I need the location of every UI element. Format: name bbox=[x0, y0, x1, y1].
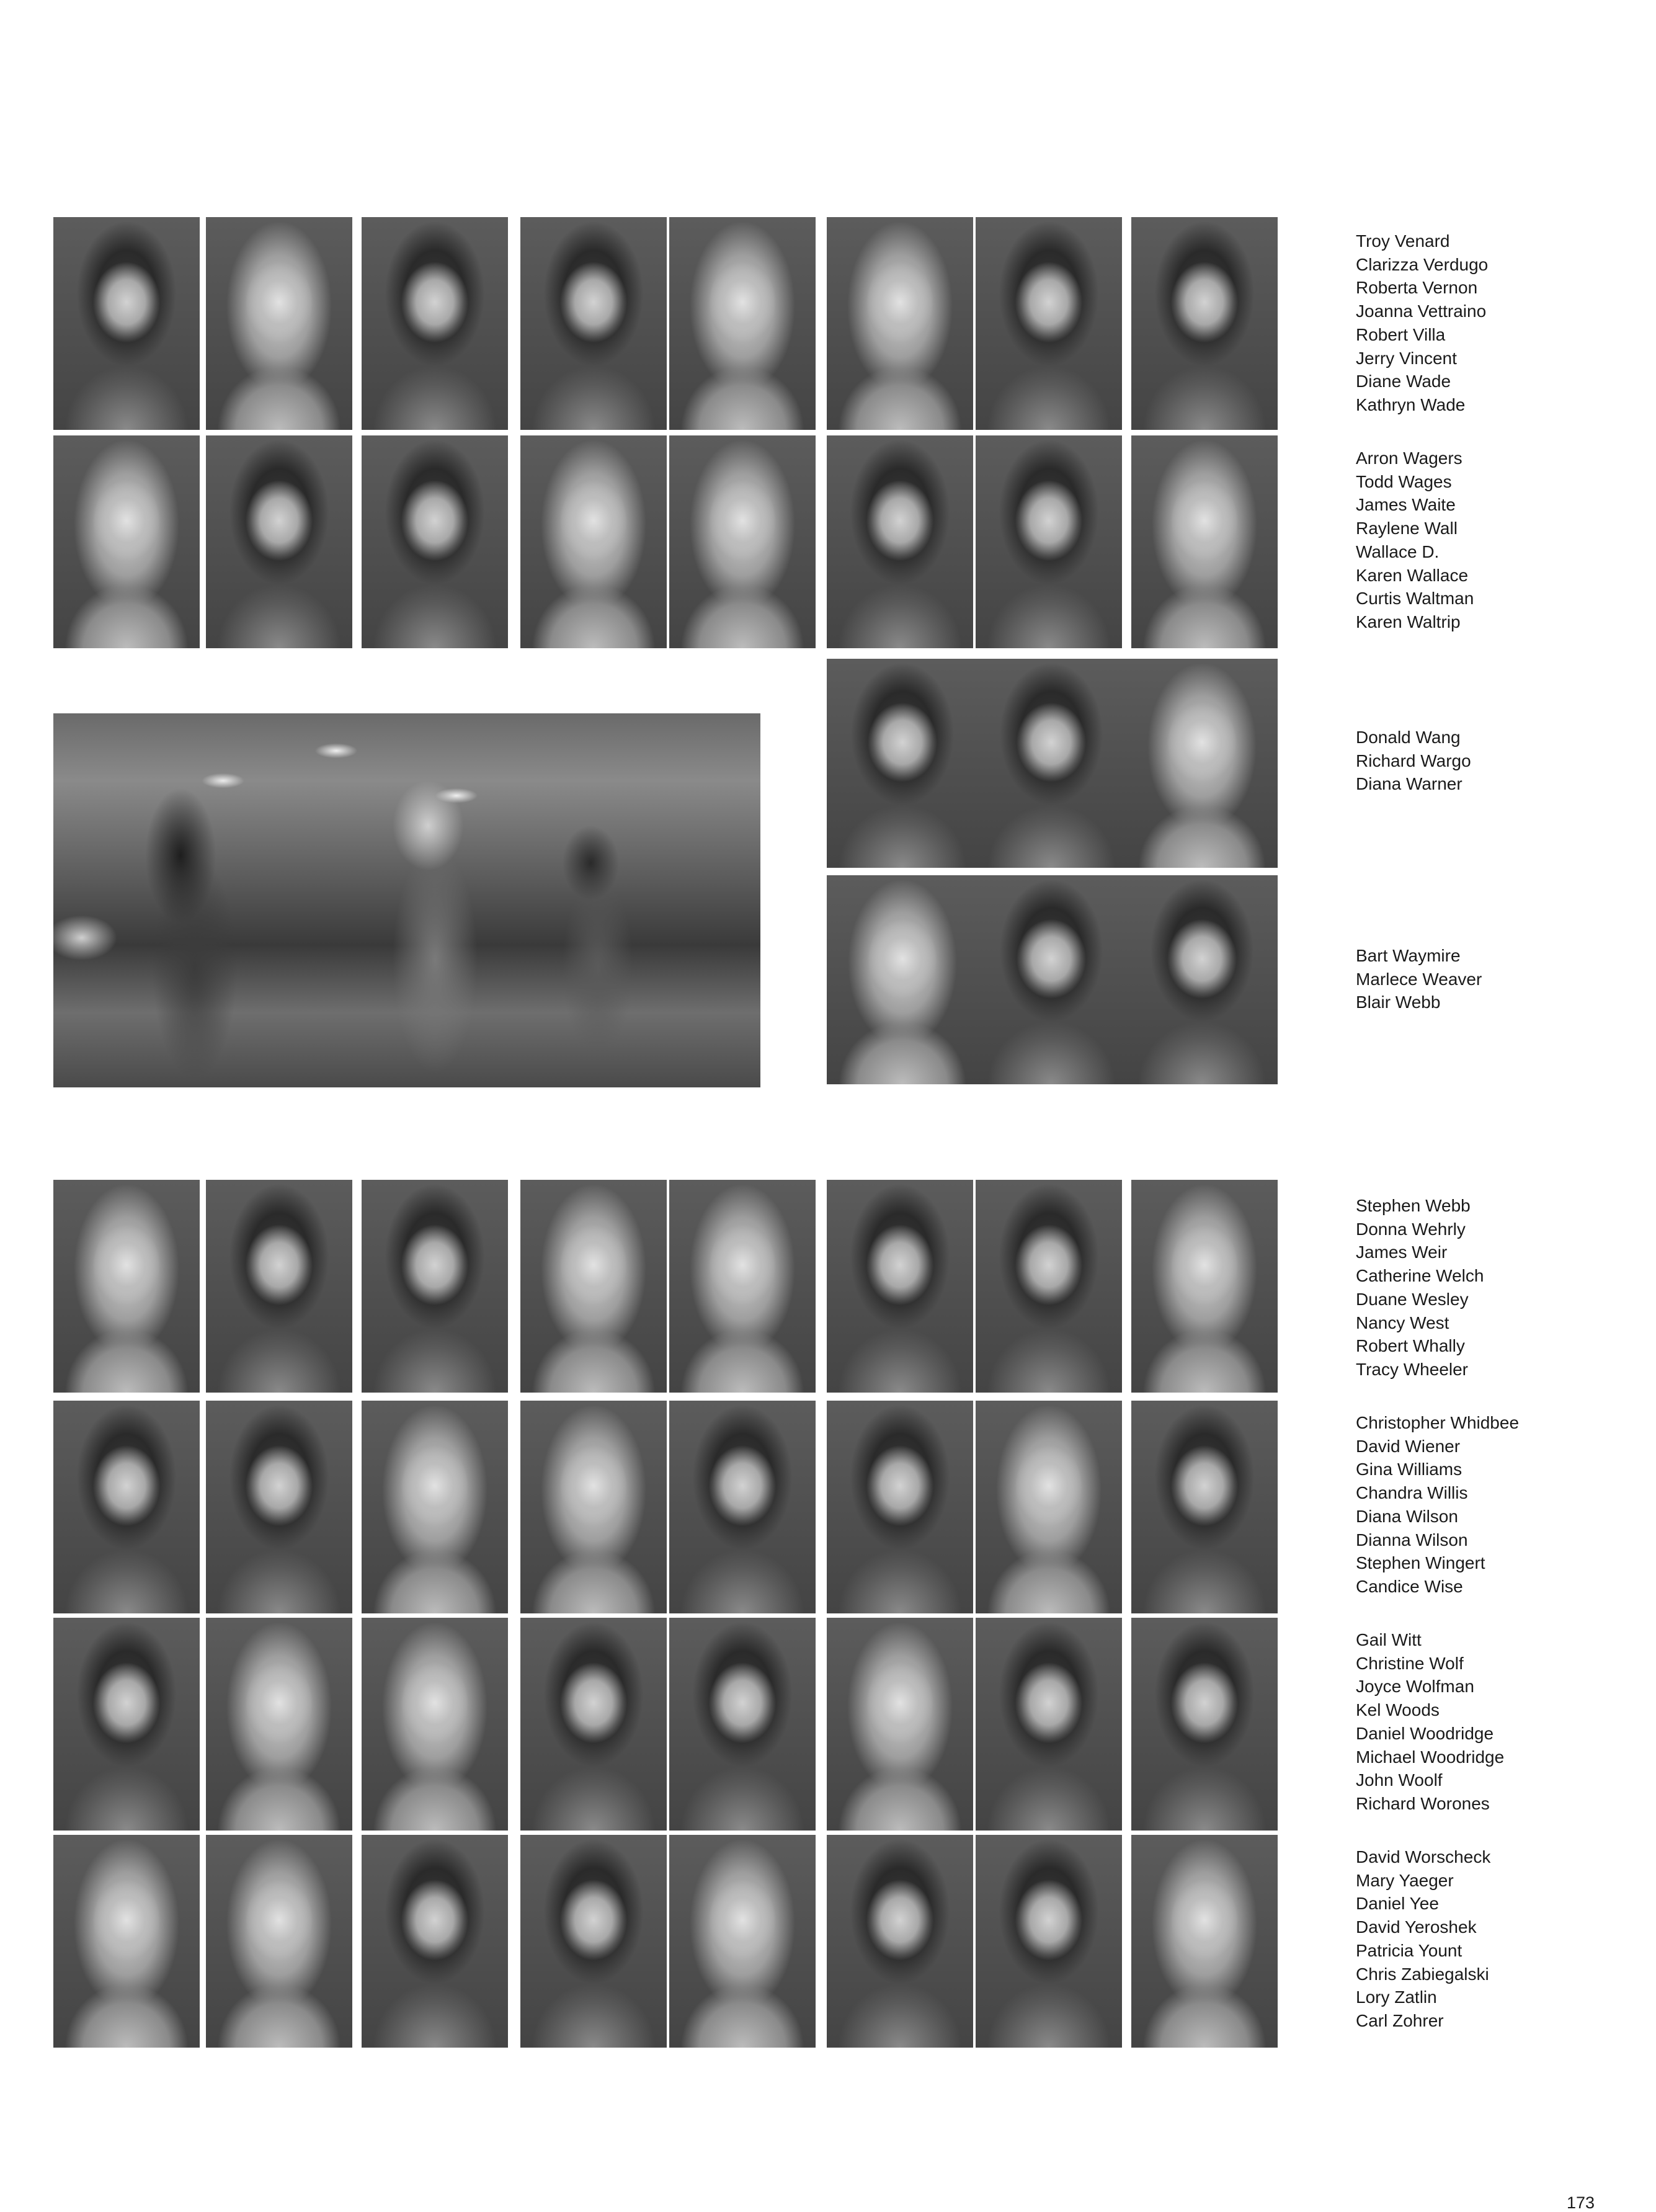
student-portrait bbox=[1126, 659, 1278, 868]
student-name: Michael Woodridge bbox=[1356, 1747, 1505, 1767]
student-portrait bbox=[827, 217, 973, 430]
name-list-4 bbox=[1356, 944, 1482, 1014]
student-name: Duane Wesley bbox=[1356, 1289, 1469, 1309]
name-list-5 bbox=[1356, 1194, 1484, 1381]
student-name: Stephen Webb bbox=[1356, 1196, 1471, 1215]
student-portrait bbox=[669, 1835, 816, 2048]
student-portrait bbox=[362, 1180, 508, 1393]
student-name: Karen Wallace bbox=[1356, 565, 1469, 585]
student-portrait bbox=[976, 435, 1122, 648]
student-name: Carl Zohrer bbox=[1356, 2010, 1444, 2030]
student-portrait bbox=[976, 1401, 1122, 1613]
student-portrait bbox=[669, 1618, 816, 1831]
student-name: David Wiener bbox=[1356, 1436, 1461, 1456]
student-portrait bbox=[206, 435, 352, 648]
student-portrait bbox=[976, 1180, 1122, 1393]
student-name: Candice Wise bbox=[1356, 1576, 1463, 1596]
student-name: Joyce Wolfman bbox=[1356, 1677, 1474, 1697]
student-portrait bbox=[976, 875, 1127, 1084]
student-portrait bbox=[827, 1618, 973, 1831]
student-name: Chandra Willis bbox=[1356, 1483, 1468, 1503]
student-name: Catherine Welch bbox=[1356, 1266, 1484, 1286]
student-portrait bbox=[1131, 1401, 1278, 1613]
student-portrait bbox=[1131, 1835, 1278, 2048]
student-portrait bbox=[976, 217, 1122, 430]
student-name: Christine Wolf bbox=[1356, 1653, 1464, 1673]
student-name: Robert Whally bbox=[1356, 1336, 1465, 1356]
student-portrait bbox=[362, 1401, 508, 1613]
student-portrait bbox=[53, 435, 200, 648]
name-list-7 bbox=[1356, 1628, 1504, 1816]
student-name: Daniel Yee bbox=[1356, 1894, 1439, 1914]
student-name: Nancy West bbox=[1356, 1313, 1449, 1332]
student-portrait bbox=[976, 1618, 1122, 1831]
name-list-1 bbox=[1356, 230, 1488, 417]
student-portrait bbox=[53, 1401, 200, 1613]
student-name: Wallace D. bbox=[1356, 542, 1440, 561]
student-name: Mary Yaeger bbox=[1356, 1870, 1454, 1890]
name-list-2 bbox=[1356, 447, 1474, 634]
student-portrait bbox=[362, 217, 508, 430]
student-name: Kathryn Wade bbox=[1356, 395, 1466, 414]
student-name: Troy Venard bbox=[1356, 231, 1450, 251]
student-name: Stephen Wingert bbox=[1356, 1553, 1485, 1573]
gym-performance-photo bbox=[53, 713, 760, 1087]
student-portrait bbox=[1131, 1618, 1278, 1831]
student-portrait bbox=[1131, 435, 1278, 648]
student-name: Chris Zabiegalski bbox=[1356, 1964, 1489, 1984]
student-name: Dianna Wilson bbox=[1356, 1530, 1468, 1550]
student-name: Richard Wargo bbox=[1356, 751, 1471, 770]
student-name: Kel Woods bbox=[1356, 1700, 1440, 1720]
student-portrait bbox=[1126, 875, 1278, 1084]
student-name: David Yeroshek bbox=[1356, 1917, 1477, 1937]
student-portrait bbox=[976, 659, 1127, 868]
student-name: Diane Wade bbox=[1356, 372, 1451, 391]
student-name: Gail Witt bbox=[1356, 1630, 1422, 1649]
student-name: Richard Worones bbox=[1356, 1793, 1490, 1813]
student-name: Diana Warner bbox=[1356, 774, 1462, 794]
student-name: Bart Waymire bbox=[1356, 946, 1461, 965]
student-name: James Weir bbox=[1356, 1242, 1448, 1262]
student-portrait bbox=[827, 1401, 973, 1613]
student-name: James Waite bbox=[1356, 495, 1456, 515]
student-portrait bbox=[206, 1618, 352, 1831]
student-name: Gina Williams bbox=[1356, 1460, 1462, 1479]
student-name: Joanna Vettraino bbox=[1356, 301, 1487, 321]
student-portrait bbox=[206, 217, 352, 430]
student-name: David Worscheck bbox=[1356, 1847, 1491, 1866]
student-portrait bbox=[362, 1618, 508, 1831]
name-list-8 bbox=[1356, 1845, 1490, 2033]
student-name: Roberta Vernon bbox=[1356, 278, 1478, 298]
student-portrait bbox=[827, 659, 978, 868]
student-portrait bbox=[827, 1180, 973, 1393]
student-portrait bbox=[827, 435, 973, 648]
student-portrait bbox=[520, 1835, 667, 2048]
student-portrait bbox=[362, 1835, 508, 2048]
student-portrait bbox=[669, 217, 816, 430]
student-name: Diana Wilson bbox=[1356, 1506, 1458, 1526]
student-portrait bbox=[1131, 217, 1278, 430]
student-name: Curtis Waltman bbox=[1356, 589, 1474, 609]
student-portrait bbox=[827, 1835, 973, 2048]
student-name: Donna Wehrly bbox=[1356, 1219, 1466, 1239]
student-name: Robert Villa bbox=[1356, 324, 1446, 344]
student-portrait bbox=[206, 1401, 352, 1613]
student-name: Christopher Whidbee bbox=[1356, 1413, 1520, 1432]
student-name: Todd Wages bbox=[1356, 471, 1452, 491]
student-portrait bbox=[976, 1835, 1122, 2048]
student-portrait bbox=[206, 1180, 352, 1393]
student-name: Tracy Wheeler bbox=[1356, 1359, 1469, 1379]
student-portrait bbox=[53, 1835, 200, 2048]
student-name: Clarizza Verdugo bbox=[1356, 254, 1489, 274]
student-name: Patricia Yount bbox=[1356, 1940, 1462, 1960]
student-portrait bbox=[362, 435, 508, 648]
student-portrait bbox=[669, 435, 816, 648]
student-name: Donald Wang bbox=[1356, 728, 1461, 747]
student-portrait bbox=[53, 1618, 200, 1831]
page-number: 173 bbox=[1567, 2193, 1595, 2212]
student-portrait bbox=[206, 1835, 352, 2048]
student-name: Raylene Wall bbox=[1356, 519, 1458, 538]
student-portrait bbox=[520, 435, 667, 648]
student-name: John Woolf bbox=[1356, 1770, 1443, 1790]
student-portrait bbox=[669, 1180, 816, 1393]
student-name: Daniel Woodridge bbox=[1356, 1723, 1494, 1743]
student-portrait bbox=[1131, 1180, 1278, 1393]
name-list-6 bbox=[1356, 1411, 1519, 1599]
student-portrait bbox=[827, 875, 978, 1084]
student-portrait bbox=[53, 1180, 200, 1393]
student-name: Arron Wagers bbox=[1356, 448, 1462, 468]
student-portrait bbox=[669, 1401, 816, 1613]
student-portrait bbox=[520, 1180, 667, 1393]
student-portrait bbox=[520, 217, 667, 430]
student-portrait bbox=[520, 1401, 667, 1613]
student-name: Karen Waltrip bbox=[1356, 612, 1461, 631]
student-portrait bbox=[520, 1618, 667, 1831]
name-list-3 bbox=[1356, 726, 1471, 796]
student-name: Lory Zatlin bbox=[1356, 1987, 1437, 2007]
student-name: Jerry Vincent bbox=[1356, 348, 1457, 368]
student-portrait bbox=[53, 217, 200, 430]
student-name: Blair Webb bbox=[1356, 992, 1441, 1012]
student-name: Marlece Weaver bbox=[1356, 969, 1482, 989]
